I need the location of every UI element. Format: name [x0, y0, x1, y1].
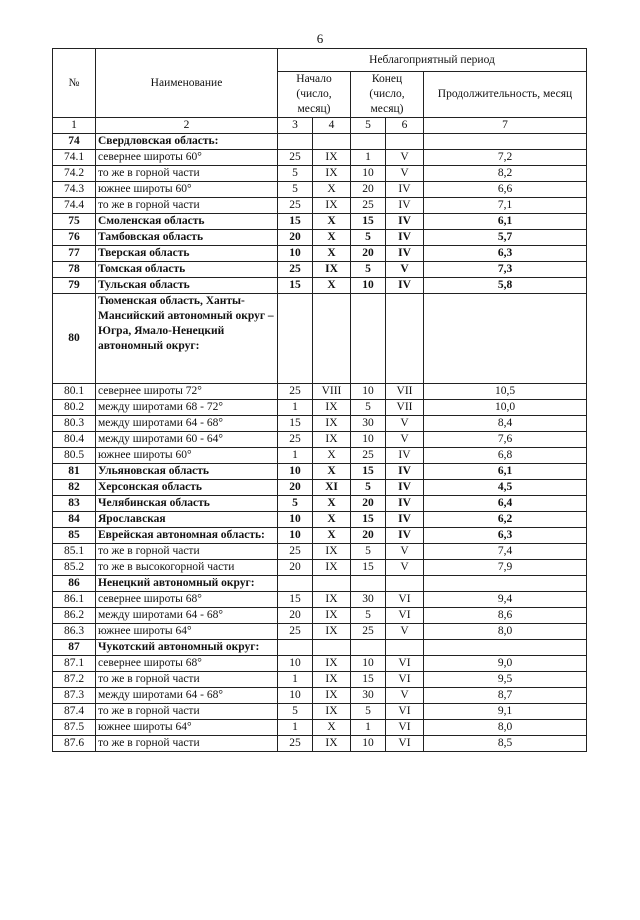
start-day	[278, 134, 313, 150]
start-month: X	[313, 720, 351, 736]
row-name: между широтами 68 - 72°	[96, 400, 278, 416]
end-month: V	[386, 688, 424, 704]
row-name: Чукотский автономный округ:	[96, 640, 278, 656]
row-number: 86.2	[53, 608, 96, 624]
row-number: 74.4	[53, 198, 96, 214]
end-month: VI	[386, 608, 424, 624]
start-day: 10	[278, 512, 313, 528]
table-row	[53, 720, 587, 736]
duration: 8,7	[424, 688, 587, 704]
col-number: 5	[351, 118, 386, 134]
end-day	[351, 294, 386, 384]
table-row	[53, 198, 587, 214]
row-name: между широтами 64 - 68°	[96, 416, 278, 432]
table-row	[53, 464, 587, 480]
start-day	[278, 640, 313, 656]
start-month: X	[313, 230, 351, 246]
row-number: 79	[53, 278, 96, 294]
start-month: IX	[313, 624, 351, 640]
end-month: IV	[386, 448, 424, 464]
row-number: 87.6	[53, 736, 96, 752]
start-day: 20	[278, 608, 313, 624]
end-day: 10	[351, 384, 386, 400]
end-day: 10	[351, 656, 386, 672]
start-month	[313, 640, 351, 656]
end-day: 5	[351, 400, 386, 416]
end-month: VI	[386, 672, 424, 688]
table-row	[53, 560, 587, 576]
row-number: 86	[53, 576, 96, 592]
end-day: 25	[351, 624, 386, 640]
row-number: 77	[53, 246, 96, 262]
duration: 6,1	[424, 464, 587, 480]
start-day	[278, 576, 313, 592]
row-name: южнее широты 60°	[96, 182, 278, 198]
row-number: 74.3	[53, 182, 96, 198]
table-row	[53, 672, 587, 688]
row-name: то же в горной части	[96, 544, 278, 560]
row-name: южнее широты 64°	[96, 720, 278, 736]
start-month: IX	[313, 608, 351, 624]
duration: 4,5	[424, 480, 587, 496]
start-day: 10	[278, 688, 313, 704]
end-month	[386, 294, 424, 384]
row-number: 86.1	[53, 592, 96, 608]
table-row	[53, 576, 587, 592]
header-start: Начало (число, месяц)	[278, 72, 351, 118]
end-day	[351, 134, 386, 150]
duration: 6,3	[424, 246, 587, 262]
start-month: X	[313, 496, 351, 512]
duration: 8,2	[424, 166, 587, 182]
end-month	[386, 576, 424, 592]
header-num: №	[53, 49, 96, 118]
duration: 8,5	[424, 736, 587, 752]
end-day: 5	[351, 262, 386, 278]
end-day: 1	[351, 150, 386, 166]
start-month: IX	[313, 262, 351, 278]
row-name: то же в горной части	[96, 736, 278, 752]
start-month: XI	[313, 480, 351, 496]
row-name: Томская область	[96, 262, 278, 278]
start-month: VIII	[313, 384, 351, 400]
end-month: V	[386, 262, 424, 278]
duration: 6,1	[424, 214, 587, 230]
duration: 8,0	[424, 720, 587, 736]
start-day: 25	[278, 150, 313, 166]
table-row	[53, 182, 587, 198]
end-day: 25	[351, 198, 386, 214]
row-number: 74.2	[53, 166, 96, 182]
start-month: IX	[313, 560, 351, 576]
start-day: 1	[278, 720, 313, 736]
table-row	[53, 150, 587, 166]
table-row	[53, 496, 587, 512]
table-row	[53, 592, 587, 608]
duration: 7,3	[424, 262, 587, 278]
row-name: то же в горной части	[96, 704, 278, 720]
table-row	[53, 214, 587, 230]
end-day: 5	[351, 608, 386, 624]
table-row	[53, 736, 587, 752]
start-month: X	[313, 448, 351, 464]
row-name: Смоленская область	[96, 214, 278, 230]
duration: 7,6	[424, 432, 587, 448]
end-month: V	[386, 624, 424, 640]
row-number: 74.1	[53, 150, 96, 166]
start-day: 15	[278, 214, 313, 230]
row-name: Херсонская область	[96, 480, 278, 496]
row-name: Ненецкий автономный округ:	[96, 576, 278, 592]
duration: 5,8	[424, 278, 587, 294]
start-day: 5	[278, 182, 313, 198]
row-number: 85	[53, 528, 96, 544]
start-month: X	[313, 464, 351, 480]
table-row	[53, 640, 587, 656]
table-row	[53, 246, 587, 262]
end-day: 20	[351, 246, 386, 262]
end-day: 30	[351, 592, 386, 608]
col-number: 4	[313, 118, 351, 134]
duration: 7,1	[424, 198, 587, 214]
duration: 6,6	[424, 182, 587, 198]
duration: 7,4	[424, 544, 587, 560]
start-month: X	[313, 278, 351, 294]
start-day: 25	[278, 198, 313, 214]
end-month	[386, 640, 424, 656]
duration: 8,4	[424, 416, 587, 432]
duration: 10,0	[424, 400, 587, 416]
end-month: VII	[386, 384, 424, 400]
end-day	[351, 576, 386, 592]
start-month: X	[313, 528, 351, 544]
row-number: 83	[53, 496, 96, 512]
end-day: 5	[351, 544, 386, 560]
header-end: Конец (число, месяц)	[351, 72, 424, 118]
end-day: 15	[351, 512, 386, 528]
end-month	[386, 134, 424, 150]
duration	[424, 640, 587, 656]
row-name: между широтами 60 - 64°	[96, 432, 278, 448]
row-number: 85.2	[53, 560, 96, 576]
end-day: 10	[351, 166, 386, 182]
table-row	[53, 528, 587, 544]
row-name: Свердловская область:	[96, 134, 278, 150]
end-day: 30	[351, 416, 386, 432]
row-number: 87.2	[53, 672, 96, 688]
table-row	[53, 416, 587, 432]
duration: 7,9	[424, 560, 587, 576]
row-name: Еврейская автономная область:	[96, 528, 278, 544]
start-day: 15	[278, 278, 313, 294]
end-month: VI	[386, 704, 424, 720]
header-name: Наименование	[96, 49, 278, 118]
table-row	[53, 384, 587, 400]
table-row	[53, 704, 587, 720]
row-number: 80.1	[53, 384, 96, 400]
end-day: 1	[351, 720, 386, 736]
start-month: IX	[313, 736, 351, 752]
row-number: 81	[53, 464, 96, 480]
end-day: 20	[351, 528, 386, 544]
start-month: IX	[313, 432, 351, 448]
duration: 6,2	[424, 512, 587, 528]
duration: 6,3	[424, 528, 587, 544]
duration: 5,7	[424, 230, 587, 246]
row-number: 86.3	[53, 624, 96, 640]
start-day: 10	[278, 656, 313, 672]
end-day: 15	[351, 464, 386, 480]
climate-period-table	[52, 48, 587, 752]
end-month: V	[386, 416, 424, 432]
table-body	[53, 134, 587, 752]
start-month: IX	[313, 166, 351, 182]
start-day: 1	[278, 448, 313, 464]
end-day: 10	[351, 278, 386, 294]
duration: 9,0	[424, 656, 587, 672]
start-day	[278, 294, 313, 384]
row-name: южнее широты 60°	[96, 448, 278, 464]
start-day: 25	[278, 736, 313, 752]
end-month: IV	[386, 214, 424, 230]
table-row	[53, 400, 587, 416]
start-day: 5	[278, 496, 313, 512]
start-day: 5	[278, 704, 313, 720]
start-month: IX	[313, 672, 351, 688]
row-number: 80.3	[53, 416, 96, 432]
row-number: 75	[53, 214, 96, 230]
start-day: 1	[278, 672, 313, 688]
end-month: IV	[386, 464, 424, 480]
duration: 9,5	[424, 672, 587, 688]
start-month: IX	[313, 592, 351, 608]
row-name: Тамбовская область	[96, 230, 278, 246]
table-row	[53, 230, 587, 246]
row-number: 80.5	[53, 448, 96, 464]
end-month: IV	[386, 512, 424, 528]
row-name: Челябинская область	[96, 496, 278, 512]
start-day: 10	[278, 464, 313, 480]
row-name: севернее широты 68°	[96, 656, 278, 672]
table-row	[53, 262, 587, 278]
end-day: 10	[351, 736, 386, 752]
page-number: 6	[316, 31, 324, 46]
row-number: 80	[53, 294, 96, 384]
end-month: V	[386, 544, 424, 560]
end-day: 20	[351, 182, 386, 198]
row-name: севернее широты 72°	[96, 384, 278, 400]
start-month: X	[313, 246, 351, 262]
end-month: VI	[386, 656, 424, 672]
end-month: IV	[386, 182, 424, 198]
start-day: 25	[278, 384, 313, 400]
start-month: IX	[313, 704, 351, 720]
duration	[424, 294, 587, 384]
row-name: Тверская область	[96, 246, 278, 262]
header-duration: Продолжительность, месяц	[424, 72, 587, 118]
start-month	[313, 134, 351, 150]
start-month	[313, 576, 351, 592]
end-day: 25	[351, 448, 386, 464]
row-number: 87	[53, 640, 96, 656]
row-name: Тульская область	[96, 278, 278, 294]
table-row	[53, 624, 587, 640]
duration: 10,5	[424, 384, 587, 400]
duration: 8,6	[424, 608, 587, 624]
col-number: 3	[278, 118, 313, 134]
row-name: то же в горной части	[96, 166, 278, 182]
duration	[424, 134, 587, 150]
duration: 9,4	[424, 592, 587, 608]
start-month: IX	[313, 544, 351, 560]
start-day: 25	[278, 624, 313, 640]
row-number: 74	[53, 134, 96, 150]
end-month: V	[386, 432, 424, 448]
start-day: 25	[278, 432, 313, 448]
end-day: 20	[351, 496, 386, 512]
start-month: IX	[313, 198, 351, 214]
end-month: VI	[386, 736, 424, 752]
start-month: IX	[313, 416, 351, 432]
end-day: 15	[351, 672, 386, 688]
duration: 8,0	[424, 624, 587, 640]
end-month: IV	[386, 496, 424, 512]
end-month: IV	[386, 480, 424, 496]
end-day: 5	[351, 230, 386, 246]
table-row	[53, 278, 587, 294]
end-day: 10	[351, 432, 386, 448]
row-number: 76	[53, 230, 96, 246]
table-row	[53, 166, 587, 182]
end-day: 30	[351, 688, 386, 704]
table-row	[53, 432, 587, 448]
start-day: 5	[278, 166, 313, 182]
start-month: IX	[313, 150, 351, 166]
end-day	[351, 640, 386, 656]
start-day: 15	[278, 416, 313, 432]
table-row	[53, 134, 587, 150]
end-month: IV	[386, 246, 424, 262]
row-name: то же в горной части	[96, 198, 278, 214]
table-row	[53, 688, 587, 704]
start-day: 20	[278, 230, 313, 246]
table-row	[53, 656, 587, 672]
end-month: IV	[386, 230, 424, 246]
end-month: IV	[386, 198, 424, 214]
duration: 6,8	[424, 448, 587, 464]
start-month: X	[313, 182, 351, 198]
row-name: севернее широты 68°	[96, 592, 278, 608]
row-name: то же в высокогорной части	[96, 560, 278, 576]
row-name: между широтами 64 - 68°	[96, 688, 278, 704]
end-month: VII	[386, 400, 424, 416]
col-number: 6	[386, 118, 424, 134]
table-row	[53, 512, 587, 528]
row-name: Тюменская область, Ханты-Мансийский автономный округ – Югра, Ямало-Ненецкий автономный округ:	[96, 294, 278, 384]
start-day: 10	[278, 246, 313, 262]
end-day: 5	[351, 704, 386, 720]
row-name: Ярославская	[96, 512, 278, 528]
row-number: 80.2	[53, 400, 96, 416]
row-number: 87.3	[53, 688, 96, 704]
end-day: 15	[351, 560, 386, 576]
start-month: IX	[313, 656, 351, 672]
row-name: то же в горной части	[96, 672, 278, 688]
col-number: 7	[424, 118, 587, 134]
row-name: между широтами 64 - 68°	[96, 608, 278, 624]
end-month: VI	[386, 720, 424, 736]
end-month: V	[386, 560, 424, 576]
duration	[424, 576, 587, 592]
header-period: Неблагоприятный период	[278, 49, 587, 72]
row-number: 87.1	[53, 656, 96, 672]
start-day: 10	[278, 528, 313, 544]
duration: 7,2	[424, 150, 587, 166]
end-month: IV	[386, 528, 424, 544]
end-month: V	[386, 166, 424, 182]
end-day: 15	[351, 214, 386, 230]
start-month: X	[313, 214, 351, 230]
start-month: X	[313, 512, 351, 528]
duration: 6,4	[424, 496, 587, 512]
row-number: 85.1	[53, 544, 96, 560]
row-number: 87.5	[53, 720, 96, 736]
row-name: Ульяновская область	[96, 464, 278, 480]
start-day: 20	[278, 480, 313, 496]
row-name: севернее широты 60°	[96, 150, 278, 166]
table-row	[53, 544, 587, 560]
start-day: 25	[278, 262, 313, 278]
row-number: 82	[53, 480, 96, 496]
start-month: IX	[313, 400, 351, 416]
row-number: 78	[53, 262, 96, 278]
col-number: 1	[53, 118, 96, 134]
row-number: 80.4	[53, 432, 96, 448]
start-day: 15	[278, 592, 313, 608]
table-row	[53, 448, 587, 464]
table-row	[53, 480, 587, 496]
end-day: 5	[351, 480, 386, 496]
col-number: 2	[96, 118, 278, 134]
row-name: южнее широты 64°	[96, 624, 278, 640]
start-day: 1	[278, 400, 313, 416]
end-month: IV	[386, 278, 424, 294]
duration: 9,1	[424, 704, 587, 720]
start-month: IX	[313, 688, 351, 704]
start-day: 20	[278, 560, 313, 576]
row-number: 84	[53, 512, 96, 528]
table-row	[53, 608, 587, 624]
start-day: 25	[278, 544, 313, 560]
end-month: VI	[386, 592, 424, 608]
start-month	[313, 294, 351, 384]
row-number: 87.4	[53, 704, 96, 720]
table-row	[53, 294, 587, 384]
end-month: V	[386, 150, 424, 166]
